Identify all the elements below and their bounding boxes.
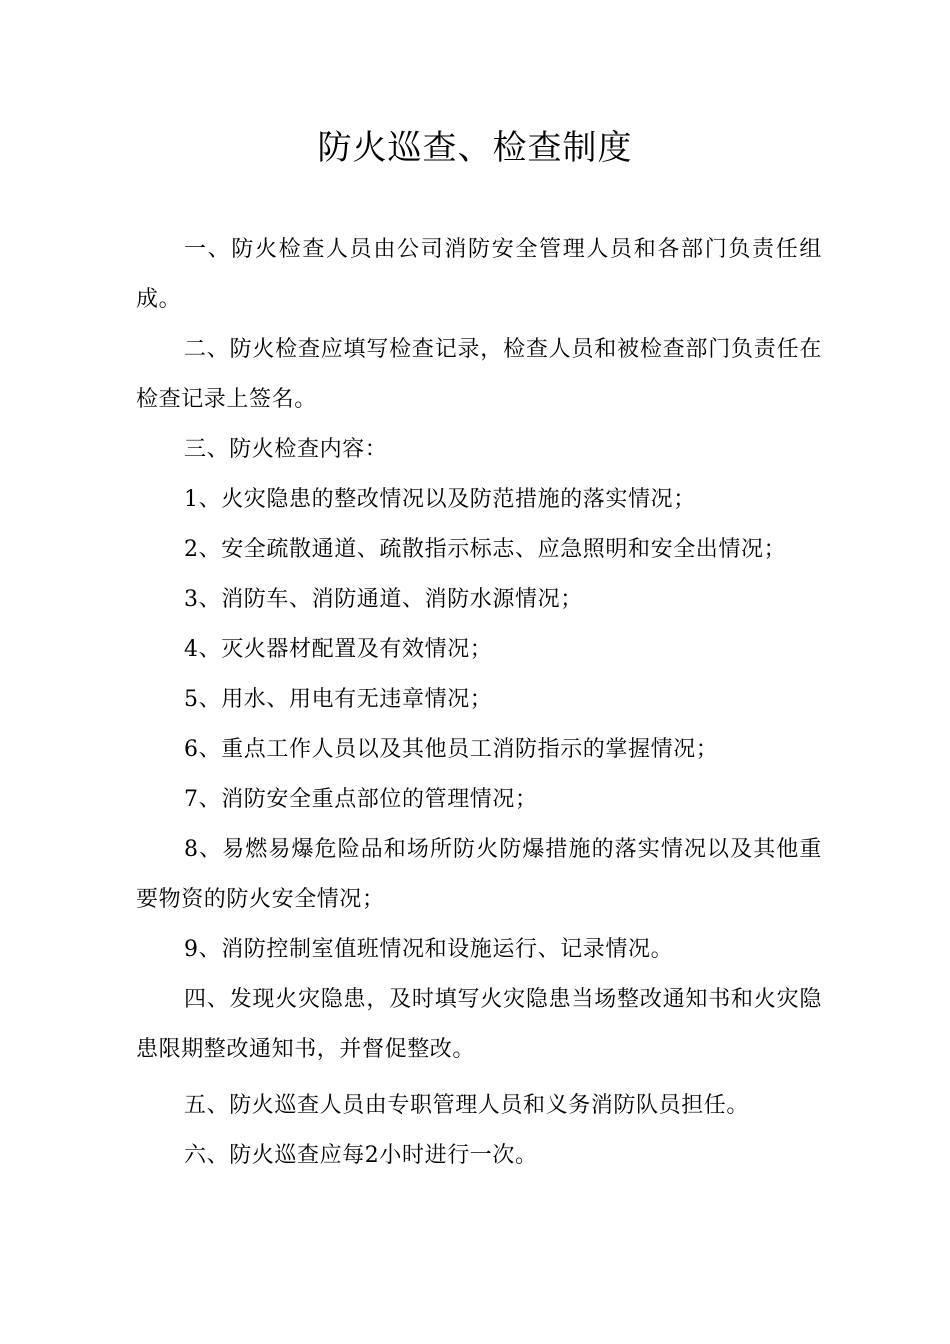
paragraph-2: 二、防火检查应填写检查记录，检查人员和被检查部门负责任在检查记录上签名。 [136, 337, 822, 412]
document-title: 防火巡查、检查制度 [317, 128, 633, 168]
list-item-4: 4、灭火器材配置及有效情况； [184, 637, 493, 662]
list-item-1: 1、火灾隐患的整改情况以及防范措施的落实情况； [184, 487, 696, 512]
list-item-2: 2、安全疏散通道、疏散指示标志、应急照明和安全出情况； [184, 537, 787, 562]
list-item-3: 3、消防车、消防通道、消防水源情况； [184, 587, 583, 612]
list-item-8: 8、易燃易爆危险品和场所防火防爆措施的落实情况以及其他重要物资的防火安全情况； [136, 837, 822, 912]
paragraph-6: 六、防火巡查应每2小时进行一次。 [184, 1143, 538, 1168]
list-item-6: 6、重点工作人员以及其他员工消防指示的掌握情况； [184, 737, 719, 762]
paragraph-4: 四、发现火灾隐患，及时填写火灾隐患当场整改通知书和火灾隐患限期整改通知书，并督促整改。 [136, 987, 822, 1062]
list-item-9: 9、消防控制室值班情况和设施运行、记录情况。 [184, 937, 674, 962]
document-body [136, 225, 822, 1181]
paragraph-1: 一、防火检查人员由公司消防安全管理人员和各部门负责任组成。 [136, 237, 822, 312]
paragraph-5: 五、防火巡查人员由专职管理人员和义务消防队员担任。 [184, 1093, 750, 1118]
list-item-7: 7、消防安全重点部位的管理情况； [184, 787, 538, 812]
paragraph-3: 三、防火检查内容： [184, 437, 388, 462]
list-item-5: 5、用水、用电有无违章情况； [184, 687, 493, 712]
